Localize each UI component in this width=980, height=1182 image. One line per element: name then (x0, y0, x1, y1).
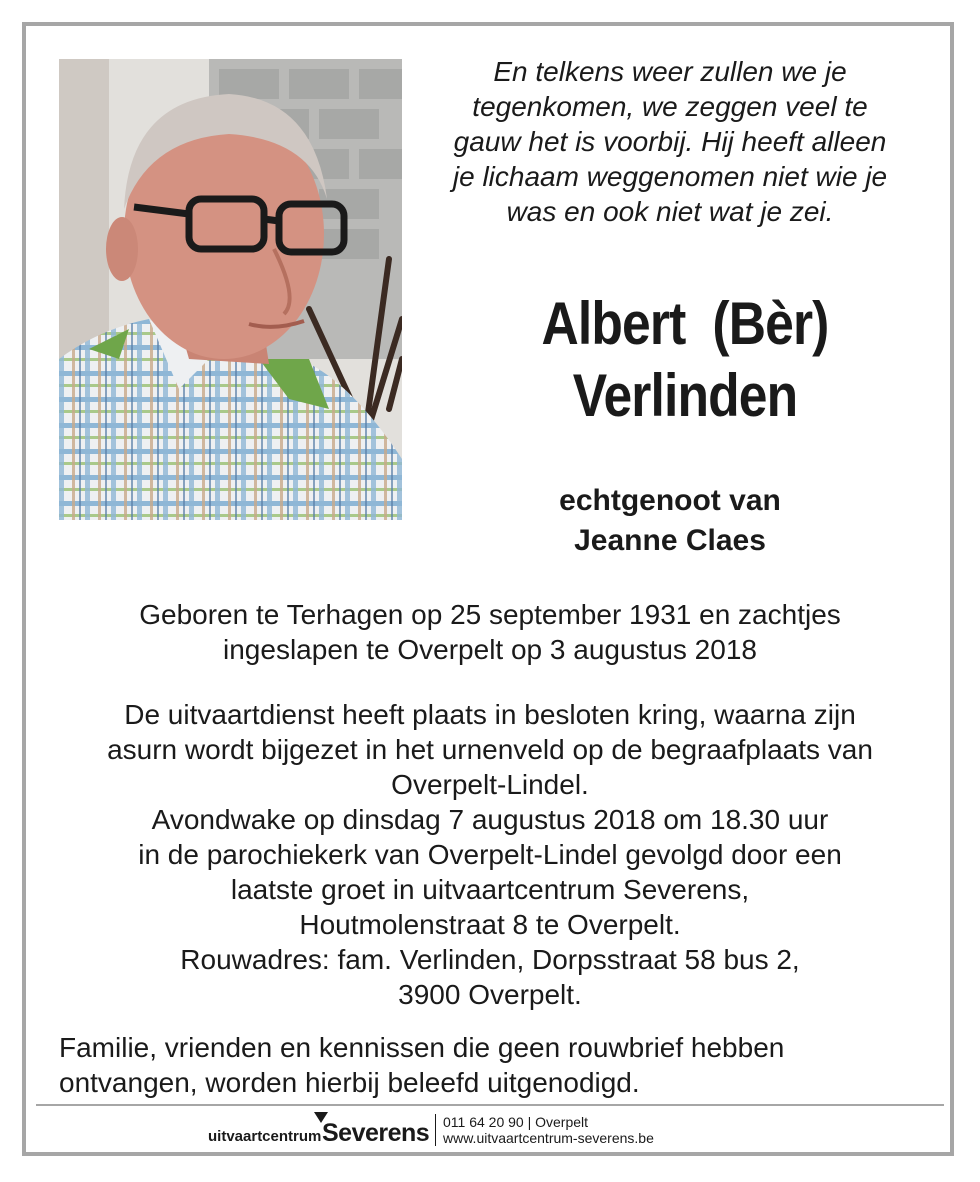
spouse-name: Jeanne Claes (574, 524, 766, 557)
service-details (40, 697, 940, 1012)
spouse-relation: echtgenoot van (559, 484, 781, 517)
text-line: Avondwake op dinsdag 7 augustus 2018 om 18.30 uur (151, 804, 829, 835)
poem-line: je lichaam weggenomen niet wie je (452, 161, 888, 192)
text-line: asurn wordt bijgezet in het urnenveld op de begraafplaats van (107, 734, 873, 765)
text-line: Houtmolenstraat 8 te Overpelt. (299, 909, 681, 940)
text-line: ingeslapen te Overpelt op 3 augustus 2018 (223, 634, 757, 665)
poem-line: En telkens weer zullen we je (493, 56, 847, 87)
text-line: in de parochiekerk van Overpelt-Lindel gevolgd door een (138, 839, 842, 870)
poem-line: gauw het is voorbij. Hij heeft alleen (453, 126, 887, 157)
text-line: 3900 Overpelt. (398, 979, 582, 1010)
logo-name: Severens (322, 1119, 430, 1147)
poem (420, 54, 920, 229)
text-line: Familie, vrienden en kennissen die geen rouwbrief hebben (59, 1032, 785, 1063)
text-line: laatste groet in uitvaartcentrum Severens, (230, 874, 750, 905)
footer-divider (36, 1104, 944, 1106)
text-line: ontvangen, worden hierbij beleefd uitgenodigd. (59, 1067, 640, 1098)
logo-separator (435, 1114, 436, 1146)
footer-contact (443, 1114, 654, 1146)
phone-line: 011 64 20 90 | Overpelt (443, 1114, 589, 1130)
logo-prefix: uitvaartcentrum (208, 1128, 322, 1145)
poem-line: tegenkomen, we zeggen veel te (472, 91, 868, 122)
poem-line: was en ook niet wat je zei. (506, 196, 834, 227)
text-line: Geboren te Terhagen op 25 september 1931 en zachtjes (139, 599, 841, 630)
invitation-text (59, 1030, 939, 1100)
text-line: De uitvaartdienst heeft plaats in besloten kring, waarna zijn (124, 699, 856, 730)
birth-death-text (40, 597, 940, 667)
portrait-photo (59, 59, 402, 520)
deceased-last-name: Verlinden (572, 362, 798, 429)
text-line: Rouwadres: fam. Verlinden, Dorpsstraat 58 bus 2, (180, 944, 800, 975)
spouse-block (420, 481, 920, 561)
website-link[interactable]: www.uitvaartcentrum-severens.be (443, 1130, 654, 1146)
deceased-first-name: Albert (Bèr) (541, 290, 829, 357)
deceased-name (457, 288, 913, 432)
text-line: Overpelt-Lindel. (391, 769, 589, 800)
